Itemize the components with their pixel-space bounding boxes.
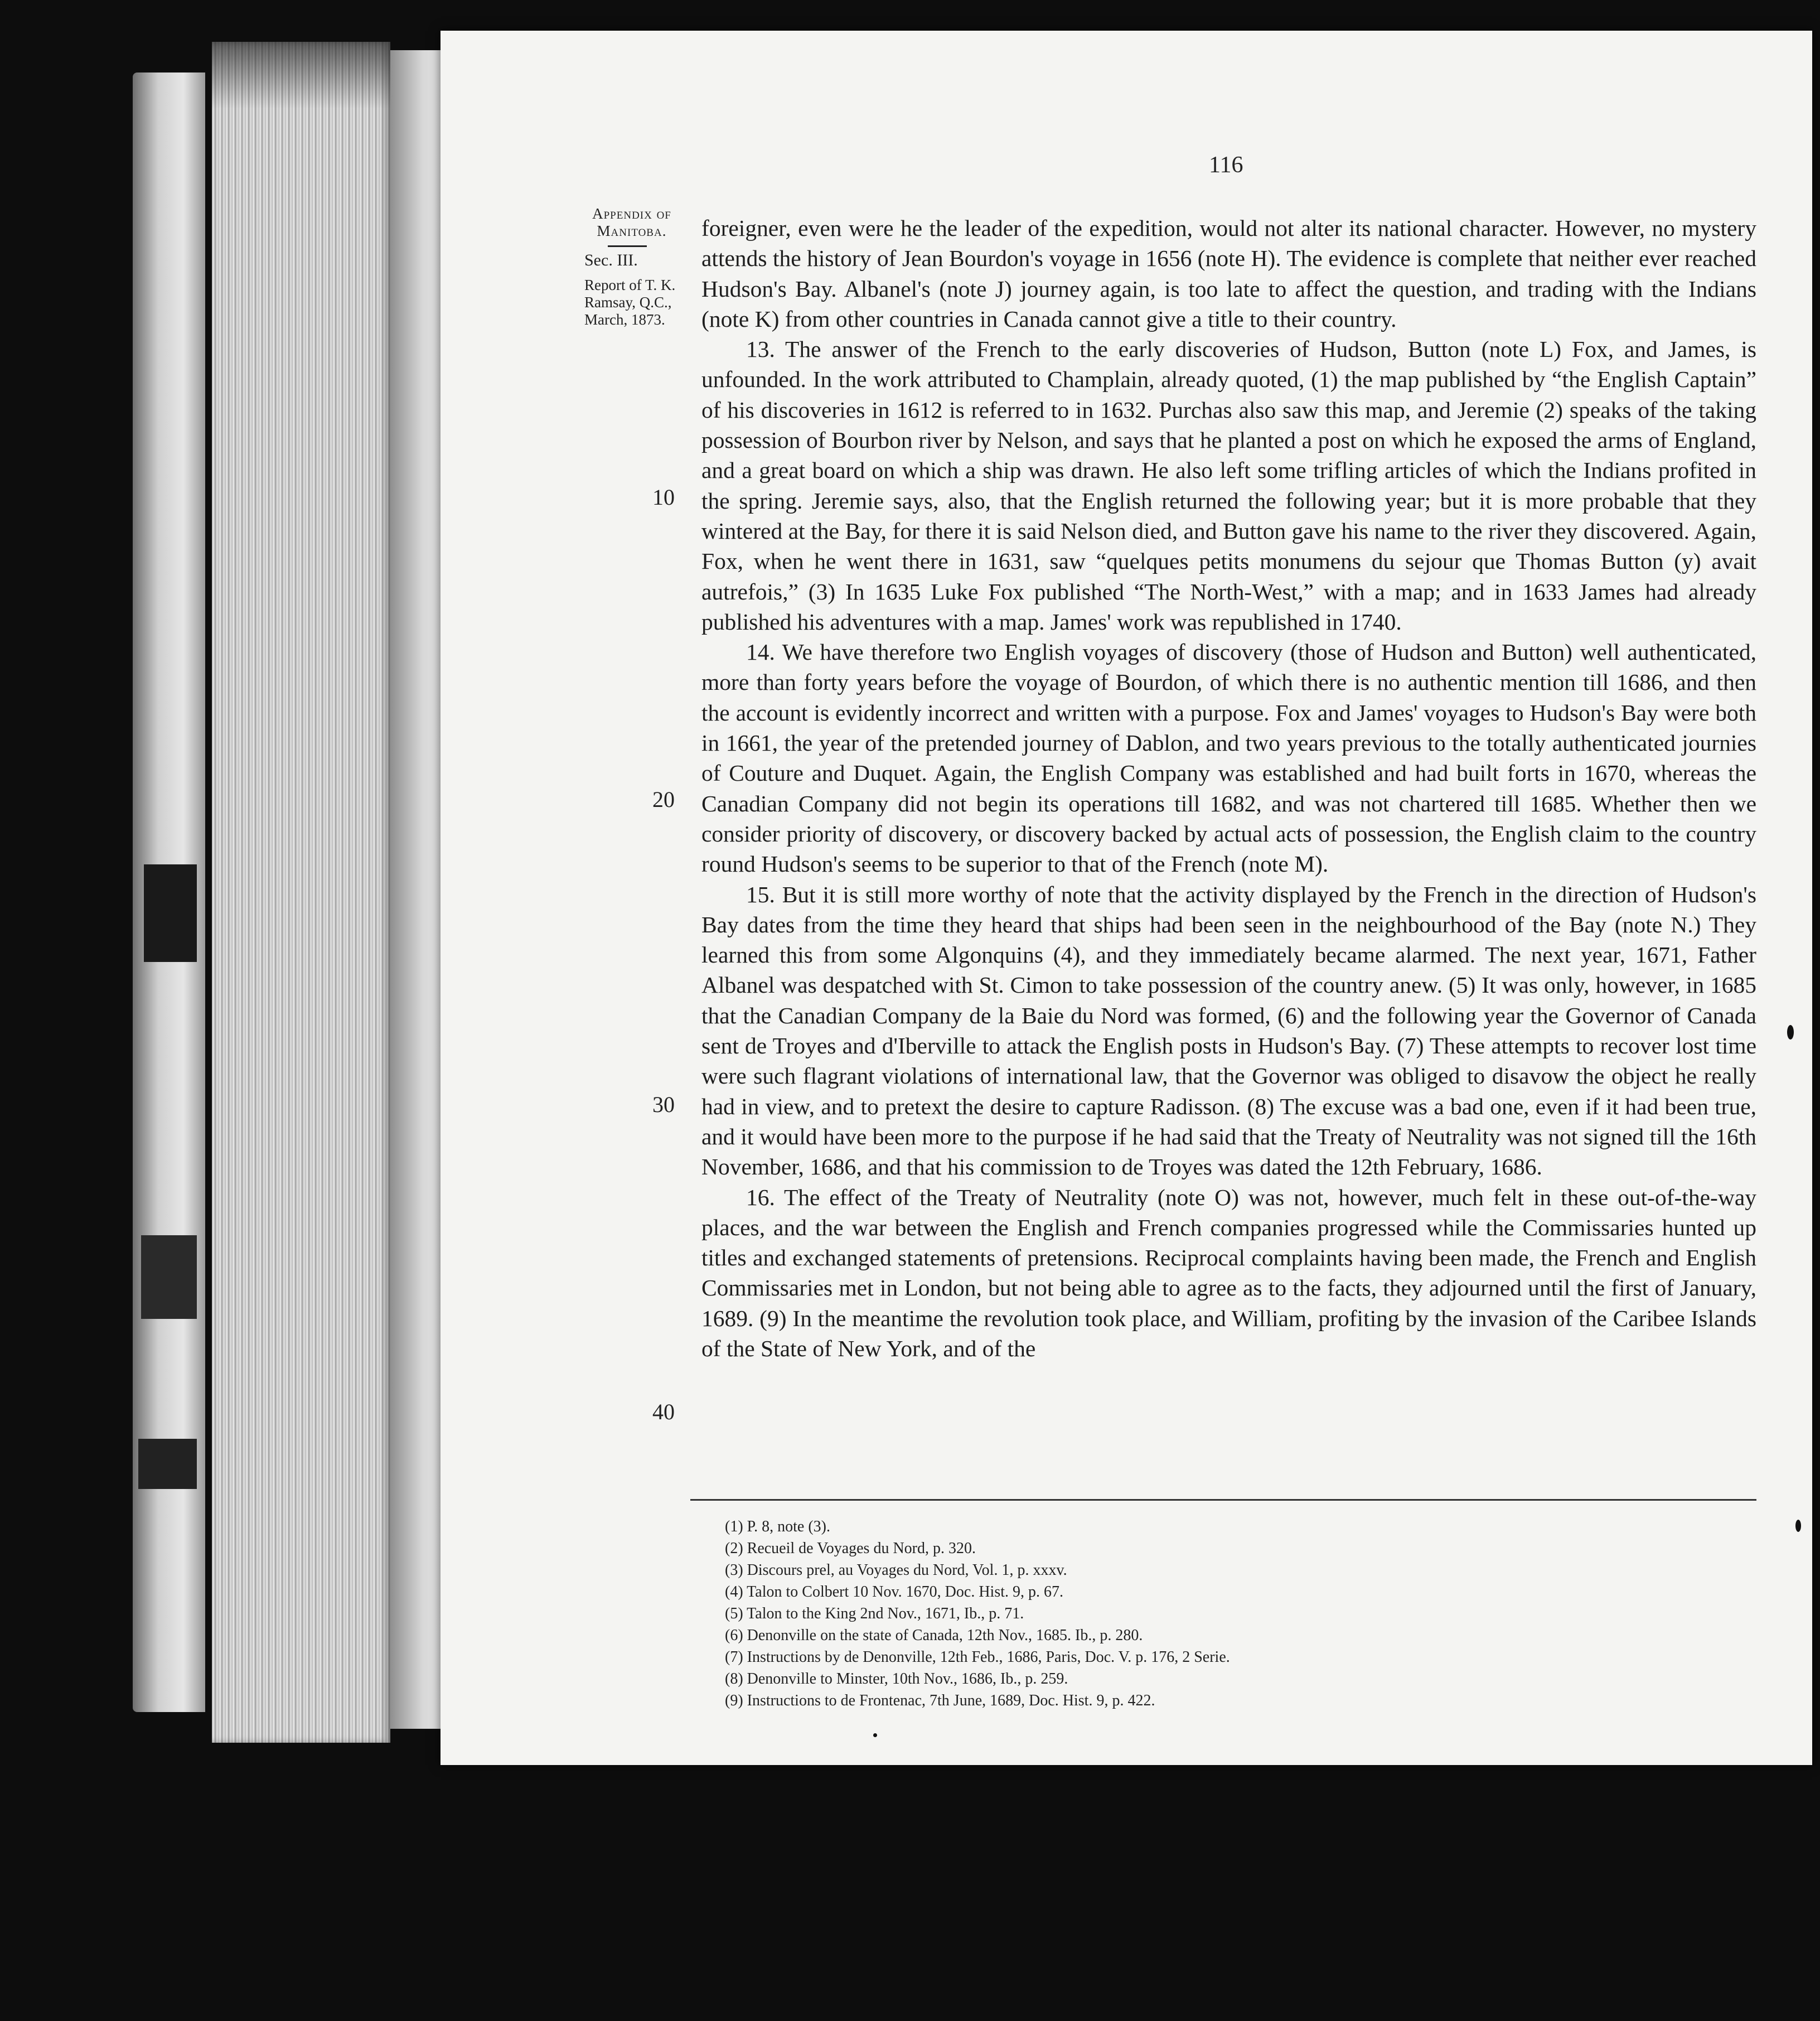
footnote: (9) Instructions to de Frontenac, 7th June, 1689, Doc. Hist. 9, p. 422. <box>725 1692 1155 1709</box>
footnote: (1) P. 8, note (3). <box>725 1518 830 1535</box>
footnote: (8) Denonville to Minster, 10th Nov., 1686, Ib., p. 259. <box>725 1670 1068 1688</box>
body-text <box>701 213 1756 1364</box>
margin-appendix: Appendix of Manitoba. <box>592 205 671 239</box>
paragraph: foreigner, even were he the leader of the expedition, would not alter its national character. However, no mystery attends the history of Jean Bourdon's voyage in 1656 (note H). The evidence is complete that neither ever reached Hudson's Bay. Albanel's (note J) journey again, is too late to affect the question, and trading with the Indians (note K) from other countries in Canada cannot give a title to their country. <box>701 215 1756 332</box>
scan-speck <box>1787 1025 1794 1039</box>
page-block-edges <box>212 42 390 1743</box>
footnote: (4) Talon to Colbert 10 Nov. 1670, Doc. Hist. 9, p. 67. <box>725 1583 1063 1601</box>
paragraph: 14. We have therefore two English voyages of discovery (those of Hudson and Button) well authenticated, more than forty years before the voyage of Bourdon, of which there is no authentic mention till 1686, and then the account is evidently incorrect and written with a purpose. Fox and James' voyages to Hudson's Bay were both in 1661, the year of the pretended journey of Dablon, and two years previous to the totally authenticated journies of Couture and Duquet. Again, the English Company was established and had built forts in 1670, whereas the Canadian Company did not begin its operations till 1682, and was not chartered till 1685. Whether then we consider priority of discovery, or discovery backed by actual acts of possession, the English claim to the country round Hudson's seems to be superior to that of the French (note M). <box>701 639 1756 877</box>
line-number: 10 <box>652 485 675 510</box>
line-number: 30 <box>652 1092 675 1117</box>
cover-stain <box>144 864 197 962</box>
scan-speck <box>1795 1520 1801 1532</box>
footnote: (5) Talon to the King 2nd Nov., 1671, Ib., p. 71. <box>725 1605 1024 1622</box>
margin-report: Report of T. K. Ramsay, Q.C., March, 1873. <box>584 277 676 328</box>
margin-section: Sec. III. <box>584 251 638 269</box>
paragraph: 15. But it is still more worthy of note that the activity displayed by the French in the direction of Hudson's Bay dates from the time they heard that ships had been seen in the neighbourhood of the Bay (note N.) They learned this from some Algonquins (4), and they immediately became alarmed. The next year, 1671, Father Albanel was despatched with St. Cimon to take possession of the country anew. (5) It was only, however, in 1685 that the Canadian Company de la Baie du Nord was formed, (6) and the following year the Governor of Canada sent de Troyes and d'Iberville to attack the English posts in Hudson's Bay. (7) These attempts to recover lost time were such flagrant violations of international law, that the Governor was obliged to disavow the object he really had in view, and to pretext the desire to capture Radisson. (8) The excuse was a bad one, even if it had been true, and it would have been more to the purpose if he had said that the Treaty of Neutrality was not signed till the 16th November, 1686, and that his commission to de Troyes was dated the 12th February, 1686. <box>701 881 1756 1180</box>
footnote: (6) Denonville on the state of Canada, 12th Nov., 1685. Ib., p. 280. <box>725 1627 1143 1644</box>
cover-stain <box>141 1235 197 1319</box>
scan-speck <box>873 1733 877 1737</box>
footnote-rule <box>690 1499 1756 1501</box>
paragraph: 16. The effect of the Treaty of Neutrality (note O) was not, however, much felt in these out-of-the-way places, and the war between the English and French companies progressed while the Commissaries hunted up titles and exchanged statements of pretensions. Reciprocal complaints having been made, the French and English Commissaries met in London, but not being able to agree as to the facts, they adjourned until the first of January, 1689. (9) In the meantime the revolution took place, and William, profiting by the invasion of the Caribee Islands of the State of New York, and of the <box>701 1184 1756 1361</box>
footnote: (7) Instructions by de Denonville, 12th Feb., 1686, Paris, Doc. V. p. 176, 2 Serie. <box>725 1648 1230 1666</box>
cover-stain <box>138 1439 197 1489</box>
margin-rule <box>608 245 647 247</box>
margin-note <box>573 205 690 328</box>
footnote: (3) Discours prel, au Voyages du Nord, Vol. 1, p. xxxv. <box>725 1561 1067 1579</box>
footnote: (2) Recueil de Voyages du Nord, p. 320. <box>725 1540 976 1557</box>
book-cover-edge <box>133 72 205 1712</box>
line-number: 20 <box>652 787 675 812</box>
line-number: 40 <box>652 1399 675 1424</box>
footnotes <box>725 1516 1729 1711</box>
paragraph: 13. The answer of the French to the early discoveries of Hudson, Button (note L) Fox, and James, is unfounded. In the work attributed to Champlain, already quoted, (1) the map published by “the English Captain” of his discoveries in 1612 is referred to in 1632. Purchas also saw this map, and Jeremie (2) speaks of the taking possession of Bourbon river by Nelson, and says that he planted a post on which he exposed the arms of England, and a great board on which a ship was drawn. He also left some trifling articles of which the Indians profited in the spring. Jeremie says, also, that the English returned the following year; but it is more probable that they wintered at the Bay, for there it is said Nelson died, and Button gave his name to the river they discovered. Again, Fox, when he went there in 1631, saw “quelques petits monumens du sejour que Thomas Button (y) avait autrefois,” (3) In 1635 Luke Fox published “The North-West,” with a map; and in 1633 James had already published his adventures with a map. James' work was republished in 1740. <box>701 336 1756 635</box>
page-number: 116 <box>1209 152 1243 178</box>
